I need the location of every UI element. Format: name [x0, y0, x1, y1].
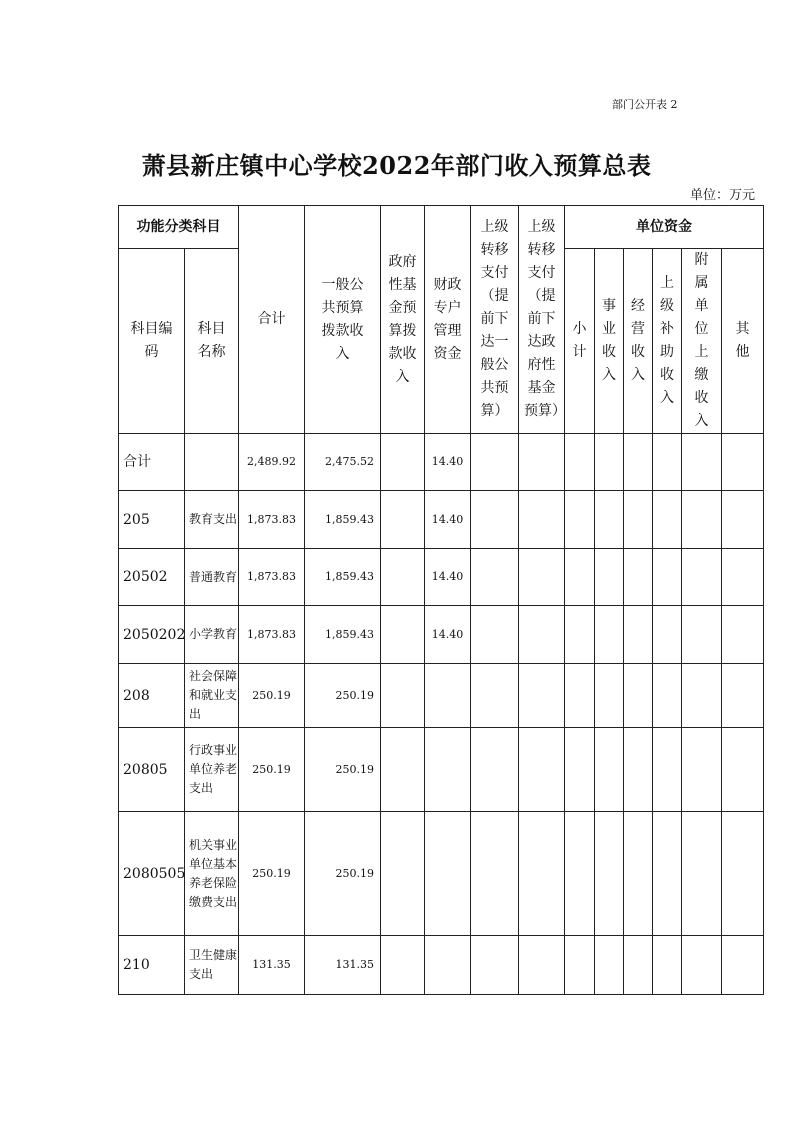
table-row: [119, 664, 764, 728]
budget-table: [118, 205, 764, 995]
row-general: 1,859.43: [305, 606, 381, 664]
row-gov-fund: [381, 728, 425, 812]
row-name: [185, 434, 239, 491]
header-code: 科目编码: [119, 249, 185, 434]
row-general: 250.19: [305, 812, 381, 936]
row-fiscal: [425, 936, 471, 995]
row-code: 2050202: [119, 606, 185, 664]
row-fiscal: [425, 728, 471, 812]
row-total: 1,873.83: [239, 549, 305, 606]
row-gov-fund: [381, 434, 425, 491]
header-other: 其他: [722, 249, 764, 434]
row-general: 250.19: [305, 664, 381, 728]
table-row: [119, 606, 764, 664]
row-general: 2,475.52: [305, 434, 381, 491]
row-code: 2080505: [119, 812, 185, 936]
row-name: 普通教育: [185, 549, 239, 606]
row-fiscal: 14.40: [425, 491, 471, 549]
table-row: [119, 812, 764, 936]
header-affiliated-income: 附属单位上缴收入: [682, 249, 722, 434]
row-name: 教育支出: [185, 491, 239, 549]
row-name: 卫生健康支出: [185, 936, 239, 995]
row-fiscal: [425, 664, 471, 728]
row-general: 1,859.43: [305, 549, 381, 606]
row-code: 208: [119, 664, 185, 728]
unit-label: 单位：万元: [690, 188, 756, 203]
header-general-budget: 一般公共预算拨款收入: [305, 206, 381, 434]
row-gov-fund: [381, 812, 425, 936]
header-operating-income: 经营收入: [624, 249, 653, 434]
row-fiscal: 14.40: [425, 606, 471, 664]
row-total: 250.19: [239, 728, 305, 812]
row-total: 1,873.83: [239, 606, 305, 664]
row-total: 250.19: [239, 664, 305, 728]
table-row: [119, 728, 764, 812]
row-name: 机关事业单位基本养老保险缴费支出: [185, 812, 239, 936]
row-code: 205: [119, 491, 185, 549]
row-gov-fund: [381, 936, 425, 995]
row-total: 2,489.92: [239, 434, 305, 491]
row-gov-fund: [381, 606, 425, 664]
row-code: 210: [119, 936, 185, 995]
row-general: 250.19: [305, 728, 381, 812]
header-func-category: 功能分类科目: [119, 206, 239, 249]
row-gov-fund: [381, 491, 425, 549]
row-total: 1,873.83: [239, 491, 305, 549]
row-name: 行政事业单位养老支出: [185, 728, 239, 812]
table-row: [119, 936, 764, 995]
row-name: 小学教育: [185, 606, 239, 664]
header-unit-funds: 单位资金: [565, 206, 764, 249]
row-total: 131.35: [239, 936, 305, 995]
row-general: 131.35: [305, 936, 381, 995]
row-code: 合计: [119, 434, 185, 491]
row-code: 20502: [119, 549, 185, 606]
row-fiscal: [425, 812, 471, 936]
table-row: [119, 434, 764, 491]
header-transfer-fund: 上级转移支付（提前下达政府性基金预算）: [519, 206, 565, 434]
header-name: 科目名称: [185, 249, 239, 434]
table-row: [119, 549, 764, 606]
row-name: 社会保障和就业支出: [185, 664, 239, 728]
row-fiscal: 14.40: [425, 549, 471, 606]
header-gov-fund: 政府性基金预算拨款收入: [381, 206, 425, 434]
row-general: 1,859.43: [305, 491, 381, 549]
header-transfer-general: 上级转移支付（提前下达一般公共预算）: [471, 206, 519, 434]
table-row: [119, 491, 764, 549]
header-total: 合计: [239, 206, 305, 434]
row-code: 20805: [119, 728, 185, 812]
header-business-income: 事业收入: [595, 249, 624, 434]
header-superior-subsidy: 上级补助收入: [653, 249, 682, 434]
row-total: 250.19: [239, 812, 305, 936]
page-title: 萧县新庄镇中心学校2022年部门收入预算总表: [141, 151, 652, 180]
form-number: 部门公开表 2: [612, 98, 678, 111]
row-gov-fund: [381, 549, 425, 606]
header-fiscal-special: 财政专户管理资金: [425, 206, 471, 434]
header-subtotal: 小计: [565, 249, 595, 434]
row-gov-fund: [381, 664, 425, 728]
row-fiscal: 14.40: [425, 434, 471, 491]
